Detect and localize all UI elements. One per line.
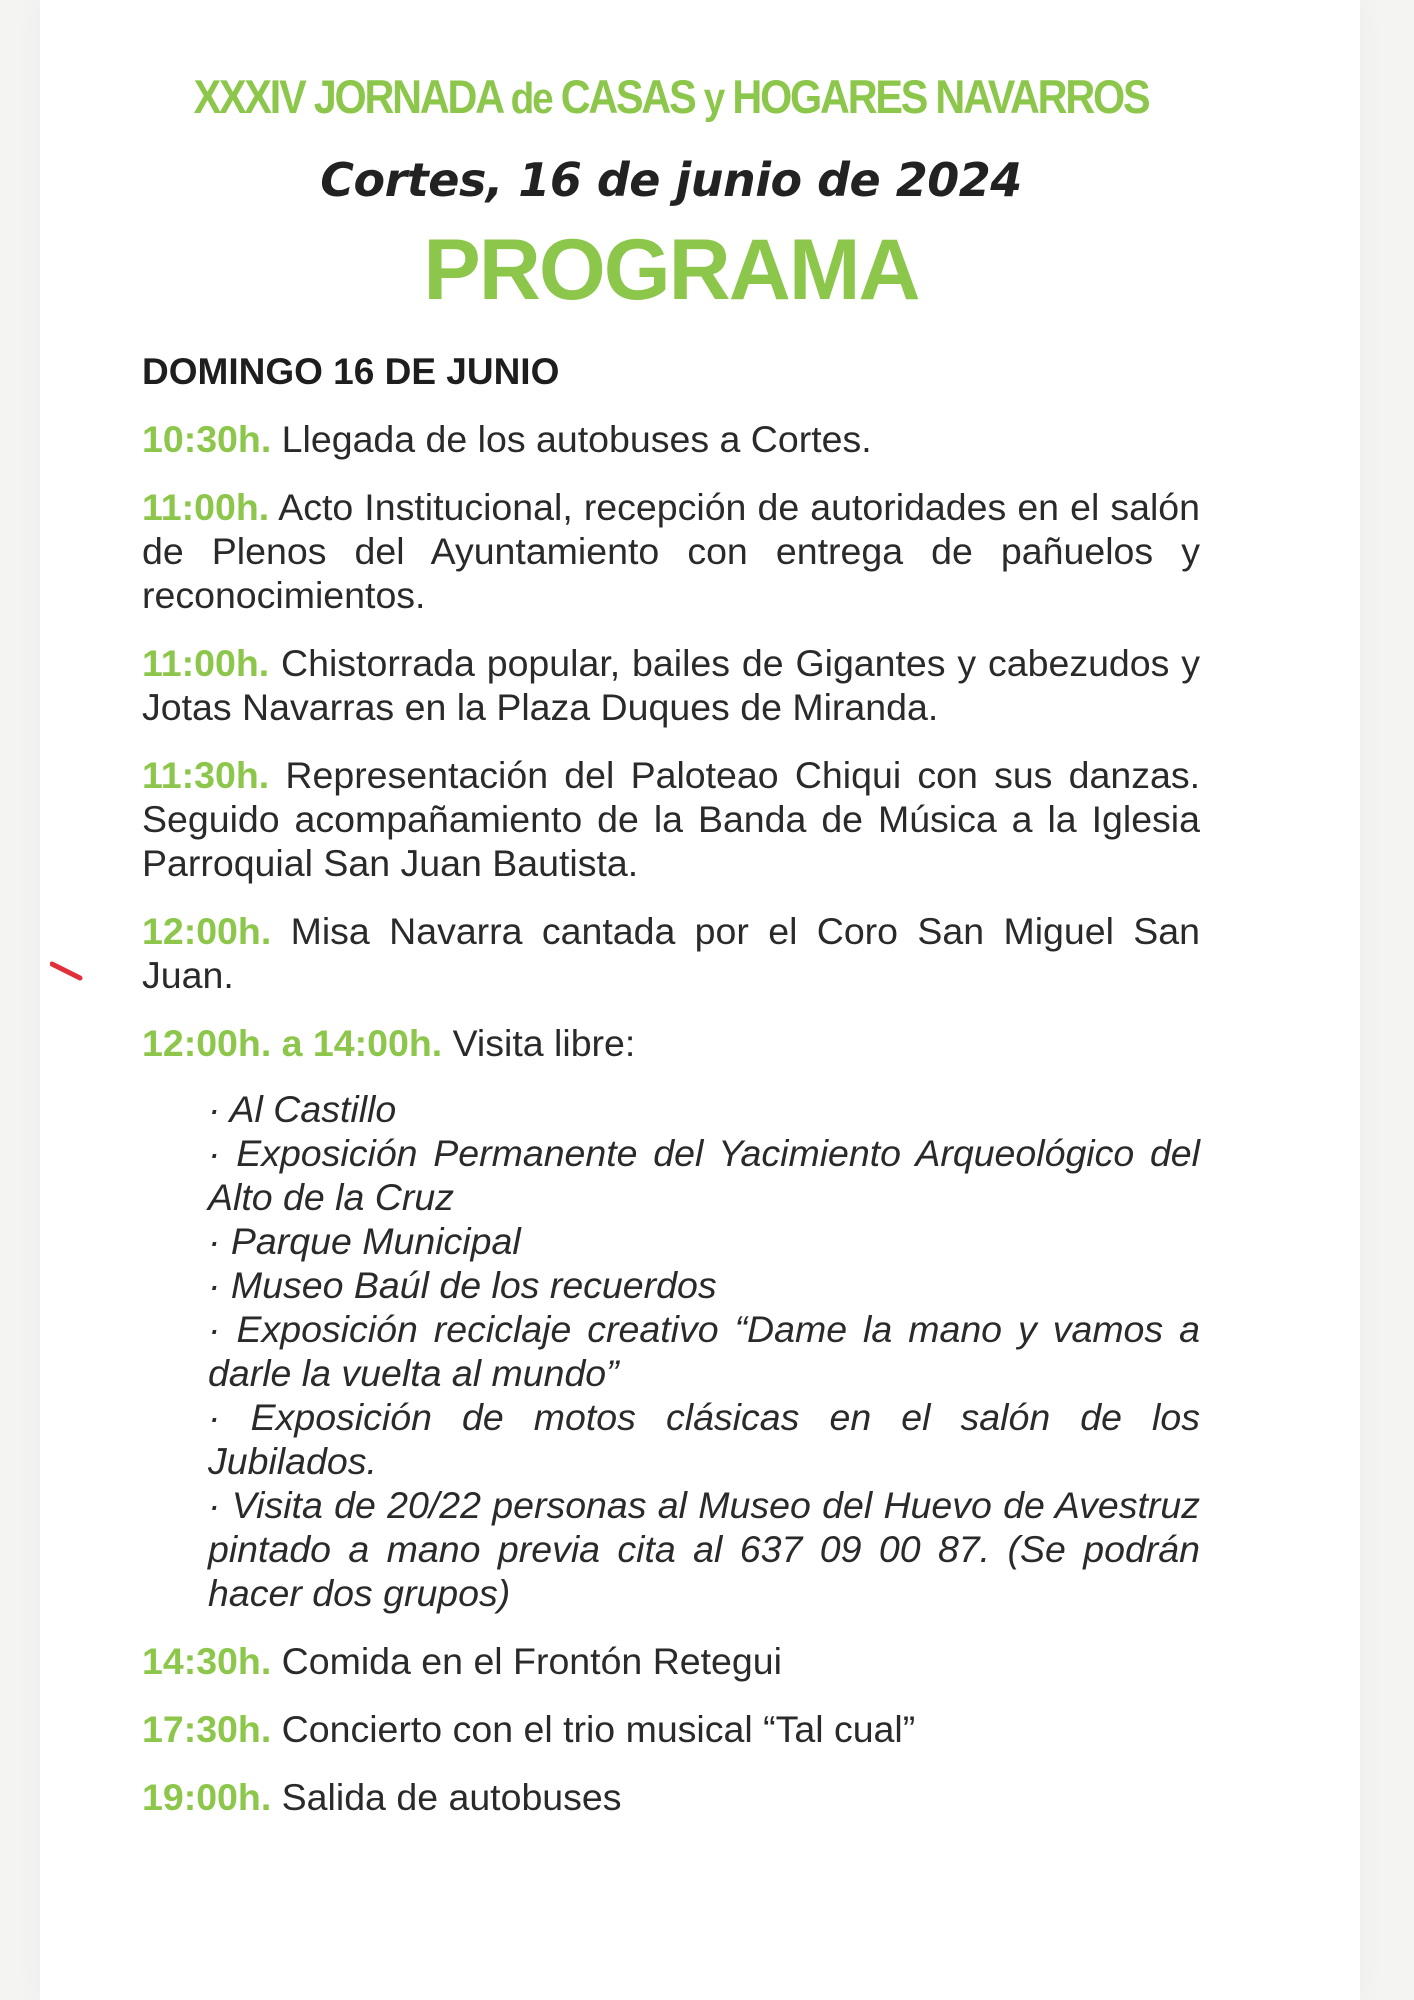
schedule-text: Salida de autobuses xyxy=(281,1776,622,1819)
schedule-item xyxy=(142,909,1200,997)
schedule-time: 11:30h. xyxy=(142,754,270,797)
visit-list xyxy=(208,1087,1200,1615)
schedule-time: 11:00h. xyxy=(142,486,270,529)
schedule-text: Representación del Paloteao Chiqui con sus danzas. Seguido acompañamiento de la Banda de Música a la Iglesia Parroquial San Juan Bautista. xyxy=(142,754,1200,885)
schedule-time: 14:30h. xyxy=(142,1640,272,1683)
schedule-item xyxy=(142,1021,1200,1065)
schedule-item xyxy=(142,1707,1200,1751)
schedule-time: 19:00h. xyxy=(142,1776,272,1819)
schedule-item xyxy=(142,417,1200,461)
event-date-location: Cortes, 16 de junio de 2024 xyxy=(320,152,1022,207)
schedule-item xyxy=(142,641,1200,729)
schedule-time: 12:00h. xyxy=(142,910,272,953)
visit-item: · Exposición reciclaje creativo “Dame la mano y vamos a darle la vuelta al mundo” xyxy=(208,1308,1200,1395)
title-part: y xyxy=(703,74,724,123)
schedule-text: Llegada de los autobuses a Cortes. xyxy=(281,418,872,461)
title-part: CASAS xyxy=(551,70,704,123)
schedule-time: 17:30h. xyxy=(142,1708,272,1751)
schedule-text: Visita libre: xyxy=(452,1022,636,1065)
visit-item: · Al Castillo xyxy=(208,1088,397,1131)
schedule-item xyxy=(142,1639,1200,1683)
title-part: HOGARES NAVARROS xyxy=(723,70,1149,123)
schedule-item xyxy=(142,485,1200,617)
schedule-item xyxy=(142,753,1200,885)
schedule-item xyxy=(142,1775,1200,1819)
visit-item: · Exposición Permanente del Yacimiento Arqueológico del Alto de la Cruz xyxy=(208,1132,1200,1219)
schedule-text: Misa Navarra cantada por el Coro San Miguel San Juan. xyxy=(142,910,1200,997)
day-heading: DOMINGO 16 DE JUNIO xyxy=(142,351,560,393)
visit-item: · Exposición de motos clásicas en el salón de los Jubilados. xyxy=(208,1396,1200,1483)
visit-item: · Visita de 20/22 personas al Museo del Huevo de Avestruz pintado a mano previa cita al 637 09 00 87. (Se podrán hacer dos grupos) xyxy=(208,1484,1200,1615)
red-pen-mark xyxy=(50,960,84,982)
schedule-time: 10:30h. xyxy=(142,418,272,461)
schedule-time: 11:00h. xyxy=(142,642,270,685)
title-part: de xyxy=(510,74,552,123)
programa-heading: PROGRAMA xyxy=(423,221,919,318)
schedule-text: Acto Institucional, recepción de autoridades en el salón de Plenos del Ayuntamiento con entrega de pañuelos y reconocimientos. xyxy=(142,486,1201,617)
title-part: XXXIV JORNADA xyxy=(193,70,511,123)
schedule-text: Concierto con el trio musical “Tal cual” xyxy=(281,1708,916,1751)
visit-item: · Parque Municipal xyxy=(208,1220,521,1263)
event-title xyxy=(153,70,1190,125)
schedule-text: Chistorrada popular, bailes de Gigantes y cabezudos y Jotas Navarras en la Plaza Duques de Miranda. xyxy=(142,642,1200,729)
visit-item: · Museo Baúl de los recuerdos xyxy=(208,1264,717,1307)
schedule-time: 12:00h. a 14:00h. xyxy=(142,1022,443,1065)
program-content xyxy=(142,70,1200,1819)
schedule-text: Comida en el Frontón Retegui xyxy=(281,1640,782,1683)
